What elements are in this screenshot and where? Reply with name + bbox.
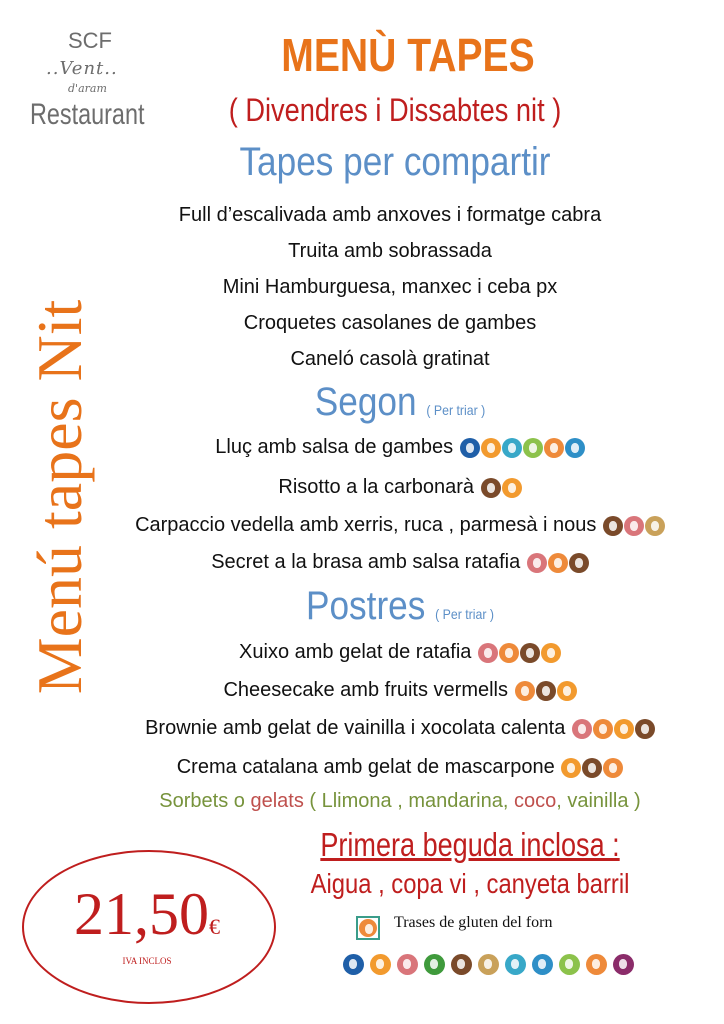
fish-icon xyxy=(460,438,480,458)
gluten-icon xyxy=(586,954,607,975)
milk-icon xyxy=(520,643,540,663)
section-note-postres: ( Per triar ) xyxy=(435,606,494,622)
dish-postres xyxy=(100,679,700,702)
shell-icon xyxy=(502,438,522,458)
dish-name: Secret a la brasa amb salsa ratafia xyxy=(211,551,521,573)
dish-segon xyxy=(100,476,700,499)
dish-postres xyxy=(100,717,700,740)
milk-icon xyxy=(603,516,623,536)
celery-icon xyxy=(559,954,580,975)
dish-compartir: Full d’escalivada amb anxoves i formatge cabra xyxy=(178,204,602,226)
milk-icon xyxy=(536,681,556,701)
price xyxy=(22,880,272,949)
soy-icon xyxy=(424,954,445,975)
sulphite-icon xyxy=(613,954,634,975)
section-note-segon: ( Per triar ) xyxy=(426,402,486,418)
milk-icon xyxy=(569,553,589,573)
gluten-icon xyxy=(593,719,613,739)
dish-name: Risotto a la carbonarà xyxy=(278,476,475,498)
allergen-icons xyxy=(526,551,589,574)
price-value: 21,50 xyxy=(74,881,209,947)
sorbets-flavours: ( Llimona , mandarina, xyxy=(303,790,514,812)
sorbets-line xyxy=(100,790,700,813)
dish-name: Brownie amb gelat de vainilla i xocolata calenta xyxy=(145,717,566,739)
allergen-icons xyxy=(514,679,577,702)
sorbets-gelats: gelats xyxy=(250,790,304,812)
logo-scf: SCF xyxy=(68,28,112,53)
dish-postres xyxy=(100,756,700,779)
mustard-icon xyxy=(645,516,665,536)
dish-postres xyxy=(100,641,700,664)
logo-script: ..Vent.. xyxy=(46,58,118,79)
allergen-icons xyxy=(571,717,655,740)
nut-icon xyxy=(478,643,498,663)
gluten-icon xyxy=(548,553,568,573)
egg-icon xyxy=(481,438,501,458)
dish-segon xyxy=(100,436,700,459)
nut-icon xyxy=(624,516,644,536)
gluten-legend-text: Trases de gluten del forn xyxy=(394,914,553,931)
allergen-icons xyxy=(560,756,623,779)
dish-name: Crema catalana amb gelat de mascarpone xyxy=(176,756,555,778)
gluten-icon xyxy=(544,438,564,458)
gluten-legend-box xyxy=(356,916,380,940)
section-postres xyxy=(233,584,567,629)
dish-name: Lluç amb salsa de gambes xyxy=(215,436,454,458)
egg-icon xyxy=(614,719,634,739)
gluten-icon xyxy=(603,758,623,778)
crab-icon xyxy=(532,954,553,975)
logo-restaurant: Restaurant xyxy=(30,98,145,131)
dish-segon xyxy=(100,514,700,537)
vertical-title: Menú tapes Nit xyxy=(24,299,95,695)
allergen-icons xyxy=(602,514,665,537)
menu-title: MENÙ TAPES xyxy=(281,29,535,81)
dish-name: Cheesecake amb fruits vermells xyxy=(223,679,508,701)
nut-icon xyxy=(527,553,547,573)
dish-compartir: Truita amb sobrassada xyxy=(288,240,492,262)
egg-icon xyxy=(502,478,522,498)
allergen-icons xyxy=(459,436,585,459)
menu-days: ( Divendres i Dissabtes nit ) xyxy=(228,92,562,128)
shell-icon xyxy=(505,954,526,975)
drink-items: Aigua , copa vi , canyeta barril xyxy=(310,868,630,899)
section-title-postres: Postres xyxy=(306,584,426,628)
mustard-icon xyxy=(478,954,499,975)
price-currency: € xyxy=(209,914,220,939)
sorbets-end: , vainilla ) xyxy=(556,790,641,812)
gluten-icon xyxy=(359,919,377,937)
section-title-segon: Segon xyxy=(314,380,417,424)
gluten-icon xyxy=(499,643,519,663)
celery-icon xyxy=(523,438,543,458)
milk-icon xyxy=(582,758,602,778)
sorbets-text: Sorbets o xyxy=(159,790,251,812)
egg-icon xyxy=(370,954,391,975)
price-iva-note: IVA INCLOS xyxy=(122,956,172,966)
dish-name: Carpaccio vedella amb xerris, ruca , parmesà i nous xyxy=(135,514,597,536)
sorbets-coco: coco xyxy=(513,790,557,812)
milk-icon xyxy=(451,954,472,975)
crab-icon xyxy=(565,438,585,458)
egg-icon xyxy=(541,643,561,663)
dish-compartir: Caneló casolà gratinat xyxy=(290,348,490,370)
nut-icon xyxy=(397,954,418,975)
dish-compartir: Croquetes casolanes de gambes xyxy=(243,312,537,334)
milk-icon xyxy=(635,719,655,739)
section-title-compartir: Tapes per compartir xyxy=(239,140,551,184)
allergen-icons xyxy=(477,641,561,664)
drink-title: Primera beguda inclosa : xyxy=(320,826,620,863)
logo-script-sub: d'aram xyxy=(68,82,107,95)
egg-icon xyxy=(557,681,577,701)
allergen-icons xyxy=(480,476,522,499)
nut-icon xyxy=(572,719,592,739)
milk-icon xyxy=(481,478,501,498)
egg-icon xyxy=(561,758,581,778)
fish-icon xyxy=(343,954,364,975)
allergen-legend xyxy=(342,954,639,975)
dish-segon xyxy=(100,551,700,574)
section-segon xyxy=(233,380,567,425)
gluten-icon xyxy=(515,681,535,701)
dish-name: Xuixo amb gelat de ratafia xyxy=(239,641,472,663)
dish-compartir: Mini Hamburguesa, manxec i ceba px xyxy=(222,276,558,298)
